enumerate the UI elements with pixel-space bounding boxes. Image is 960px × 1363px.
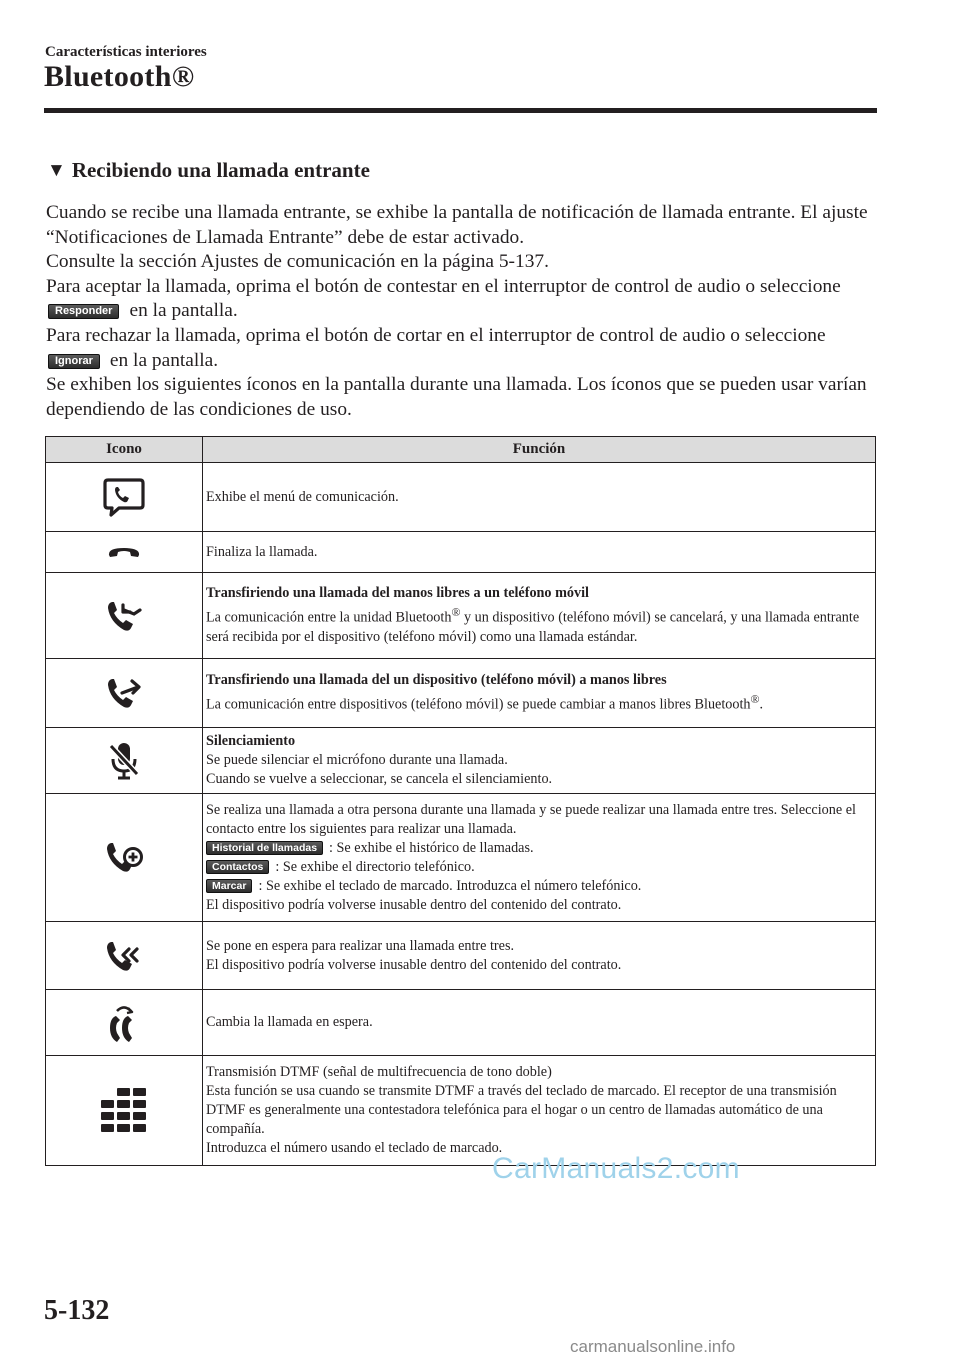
function-text: Exhibe el menú de comunicación.	[206, 488, 399, 505]
icon-cell	[46, 659, 203, 728]
function-title: Transfiriendo una llamada del un dispositivo (teléfono móvil) a manos libres	[206, 672, 667, 689]
function-text: Se puede silenciar el micrófono durante una llamada.	[206, 752, 508, 768]
conference-call-icon	[103, 936, 145, 976]
transfer-to-phone-icon	[104, 596, 144, 636]
paragraph-notification: Cuando se recibe una llamada entrante, se exhibe la pantalla de notificación de llamada entrante. El ajuste “Notificaciones de Llamada Entrante” debe de estar activado.	[46, 202, 868, 248]
accept-text-end: en la pantalla.	[129, 300, 238, 322]
function-cell	[203, 573, 876, 659]
add-call-icon	[103, 837, 145, 879]
table-row	[46, 532, 876, 573]
icon-cell	[46, 990, 203, 1056]
paragraph-reference: Consulte la sección Ajustes de comunicación en la página 5-137.	[46, 251, 549, 273]
reject-text: Para rechazar la llamada, oprima el botón de cortar en el interruptor de control de audio o seleccione	[46, 324, 826, 346]
paragraph-accept	[46, 275, 882, 324]
page-number: 5-132	[44, 1295, 110, 1326]
icon-cell	[46, 728, 203, 794]
function-cell	[203, 990, 876, 1056]
function-text: Se pone en espera para realizar una llamada entre tres.	[206, 937, 515, 954]
column-header-icon: Icono	[46, 437, 203, 463]
function-text: Se realiza una llamada a otra persona durante una llamada y se puede realizar una llamada entre tres. Seleccione el contacto entre los siguientes para realizar una llamada.	[206, 801, 856, 837]
function-title: Transfiriendo una llamada del manos libres a un teléfono móvil	[206, 585, 589, 602]
icon-cell	[46, 463, 203, 532]
icon-cell	[46, 532, 203, 573]
responder-button[interactable]: Responder	[48, 304, 119, 319]
contactos-button[interactable]: Contactos	[206, 860, 269, 874]
function-cell	[203, 794, 876, 922]
function-text: La comunicación entre la unidad Bluetooth® y un dispositivo (teléfono móvil) se cancelará, y una llamada entrante será recibida por el dispositivo (teléfono móvil) como una llamada estándar.	[206, 605, 860, 645]
table-row	[46, 794, 876, 922]
function-cell	[203, 463, 876, 532]
table-row	[46, 1056, 876, 1166]
table-header-row	[46, 437, 876, 463]
function-title: Silenciamiento	[206, 733, 296, 749]
function-text: Introduzca el número usando el teclado de marcado.	[206, 1140, 503, 1156]
transfer-to-handsfree-icon	[104, 673, 144, 713]
table-row	[46, 659, 876, 728]
function-text: Cuando se vuelve a seleccionar, se cancela el silenciamiento.	[206, 771, 553, 787]
column-header-function: Función	[203, 437, 876, 463]
paragraph-reject	[46, 324, 882, 373]
mute-microphone-icon	[107, 740, 141, 782]
registered-mark: ®	[750, 692, 760, 707]
function-text: Transmisión DTMF (señal de multifrecuencia de tono doble)	[206, 1064, 552, 1080]
footer-site-link[interactable]: carmanualsonline.info	[570, 1337, 736, 1356]
reject-text-end: en la pantalla.	[109, 349, 219, 371]
function-cell	[203, 1056, 876, 1166]
body-text	[46, 201, 882, 422]
watermark-logo: CarManuals2.com	[492, 1152, 740, 1185]
function-text: Esta función se usa cuando se transmite DTMF a través del teclado de marcado. El receptor de una transmisión DTMF es generalmente una contestadora telefónica para el hogar o un centro de llamadas automático de una compañía.	[206, 1083, 837, 1137]
switch-call-icon	[104, 1000, 144, 1046]
keypad-icon	[97, 1086, 151, 1136]
ignorar-button[interactable]: Ignorar	[48, 354, 100, 369]
historial-button[interactable]: Historial de llamadas	[206, 841, 323, 855]
function-table	[45, 436, 876, 1166]
function-text: Cambia la llamada en espera.	[206, 1014, 373, 1030]
icon-cell	[46, 922, 203, 990]
function-cell	[203, 922, 876, 990]
section-heading-title: Recibiendo una llamada entrante	[71, 158, 370, 182]
section-label: Características interiores	[45, 44, 207, 60]
table-row	[46, 728, 876, 794]
table-row	[46, 463, 876, 532]
function-cell	[203, 659, 876, 728]
accept-text: Para aceptar la llamada, oprima el botón de contestar en el interruptor de control de audio o seleccione	[46, 275, 841, 297]
icon-cell	[46, 1056, 203, 1166]
option-line: Marcar : Se exhibe el teclado de marcado. Introduzca el número telefónico.	[206, 877, 871, 896]
hang-up-icon	[107, 544, 141, 560]
chapter-title: Bluetooth®	[44, 60, 195, 93]
function-text: El dispositivo podría volverse inusable dentro del contenido del contrato.	[206, 956, 622, 973]
table-row	[46, 922, 876, 990]
triangle-marker-icon: ▼	[47, 159, 66, 181]
function-text: El dispositivo podría volverse inusable dentro del contenido del contrato.	[206, 896, 622, 913]
function-cell	[203, 532, 876, 573]
function-cell	[203, 728, 876, 794]
header-rule	[44, 108, 877, 113]
section-heading	[47, 158, 370, 183]
table-row	[46, 990, 876, 1056]
icon-cell	[46, 573, 203, 659]
registered-mark: ®	[451, 605, 461, 620]
table-row	[46, 573, 876, 659]
marcar-button[interactable]: Marcar	[206, 879, 252, 893]
function-text: La comunicación entre dispositivos (teléfono móvil) se puede cambiar a manos libres Bluetooth®.	[206, 692, 764, 713]
paragraph-icons-intro: Se exhiben los siguientes íconos en la pantalla durante una llamada. Los íconos que se pueden usar varían dependiendo de las condiciones de uso.	[46, 374, 867, 420]
function-text: Finaliza la llamada.	[206, 543, 318, 560]
icon-cell	[46, 794, 203, 922]
option-line: Historial de llamadas : Se exhibe el histórico de llamadas.	[206, 839, 871, 858]
option-line: Contactos : Se exhibe el directorio telefónico.	[206, 858, 871, 877]
chat-phone-icon	[102, 476, 146, 518]
